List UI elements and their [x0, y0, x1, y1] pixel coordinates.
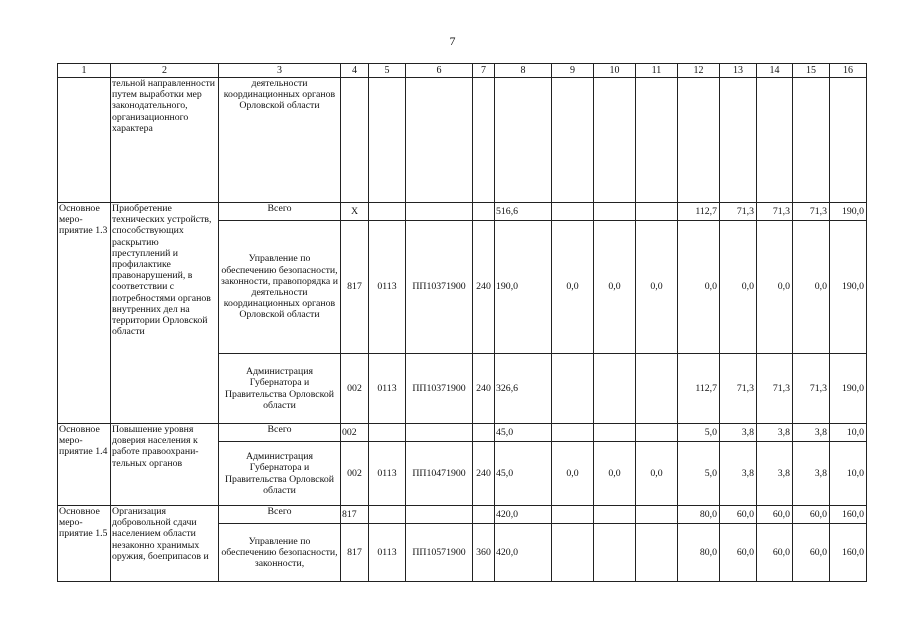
col-header: 9: [552, 64, 594, 78]
cell-value: 0,0: [757, 221, 793, 354]
col-header: 15: [793, 64, 830, 78]
cell-value: 817: [341, 506, 369, 524]
cell-value: [552, 506, 594, 524]
cell-value: 240: [473, 354, 495, 424]
cell: [757, 78, 793, 203]
cell-value: 360: [473, 524, 495, 582]
cell-executor: деятельности координационных органов Орловской области: [219, 78, 341, 203]
cell-executor: Управление по обеспечению безопасности, законности, правопорядка и деятельности координационных органов Орловской области: [219, 221, 341, 354]
cell-value: 0,0: [594, 442, 636, 506]
cell-value: 45,0: [495, 442, 552, 506]
cell-value: 0,0: [636, 221, 678, 354]
cell: [830, 78, 867, 203]
col-header: 6: [406, 64, 473, 78]
cell-value: 0113: [369, 524, 406, 582]
cell-value: [636, 506, 678, 524]
col-header: 8: [495, 64, 552, 78]
cell-activity: Основное меро-приятие 1.5: [58, 506, 111, 582]
cell-value: 0113: [369, 354, 406, 424]
cell-value: 71,3: [720, 203, 757, 221]
cell-value: 71,3: [720, 354, 757, 424]
cell-value: ПП10571900: [406, 524, 473, 582]
cell: [594, 78, 636, 203]
cell-value: 71,3: [757, 354, 793, 424]
col-header: 5: [369, 64, 406, 78]
cell-value: [636, 524, 678, 582]
cell-value: 60,0: [757, 506, 793, 524]
cell-value: 3,8: [757, 442, 793, 506]
cell-value: 0113: [369, 221, 406, 354]
cell-executor: Всего: [219, 424, 341, 442]
cell-value: [406, 203, 473, 221]
cell-value: 3,8: [793, 424, 830, 442]
cell-value: 3,8: [793, 442, 830, 506]
cell-value: 3,8: [720, 442, 757, 506]
page-number: 7: [449, 34, 456, 48]
cell-value: 0,0: [678, 221, 720, 354]
cell-value: [636, 354, 678, 424]
cell-value: [406, 506, 473, 524]
col-header: 7: [473, 64, 495, 78]
cell-value: 420,0: [495, 524, 552, 582]
col-header: 3: [219, 64, 341, 78]
cell-value: 112,7: [678, 354, 720, 424]
cell-value: 71,3: [793, 354, 830, 424]
cell-value: 0,0: [594, 221, 636, 354]
cell-value: [552, 424, 594, 442]
cell-value: 0,0: [720, 221, 757, 354]
cell: [552, 78, 594, 203]
cell-value: 817: [341, 524, 369, 582]
cell-value: 190,0: [830, 203, 867, 221]
cell-value: [552, 524, 594, 582]
table-row: [58, 424, 867, 442]
cell-value: [406, 424, 473, 442]
cell-value: 190,0: [495, 221, 552, 354]
cell-value: [552, 354, 594, 424]
table-row: [58, 203, 867, 221]
cell-value: 5,0: [678, 442, 720, 506]
cell-value: 60,0: [793, 506, 830, 524]
cell: [636, 78, 678, 203]
table-row: [58, 78, 867, 203]
cell-value: 0113: [369, 442, 406, 506]
cell-value: 80,0: [678, 506, 720, 524]
cell-value: [594, 506, 636, 524]
cell-value: 71,3: [793, 203, 830, 221]
cell-value: 3,8: [757, 424, 793, 442]
cell-value: 002: [341, 354, 369, 424]
cell-value: [594, 524, 636, 582]
cell-activity: Основное меро-приятие 1.4: [58, 424, 111, 506]
cell: [58, 78, 111, 203]
col-header: 2: [111, 64, 219, 78]
cell-value: 60,0: [757, 524, 793, 582]
cell: [793, 78, 830, 203]
cell-description: тельной направленности путем выработки мер законодательного, организационного характера: [111, 78, 219, 203]
cell-value: 80,0: [678, 524, 720, 582]
cell-value: 190,0: [830, 221, 867, 354]
cell: [720, 78, 757, 203]
cell-description: Повышение уровня доверия населения к работе правоохрани-тельных органов: [111, 424, 219, 506]
cell-value: 240: [473, 221, 495, 354]
cell-executor: Управление по обеспечению безопасности, законности,: [219, 524, 341, 582]
cell-value: 10,0: [830, 424, 867, 442]
cell-value: 0,0: [793, 221, 830, 354]
cell: [406, 78, 473, 203]
cell-value: 002: [341, 424, 369, 442]
cell-executor: Всего: [219, 506, 341, 524]
cell-value: 71,3: [757, 203, 793, 221]
cell-value: [473, 203, 495, 221]
cell-value: [369, 203, 406, 221]
cell-value: [594, 424, 636, 442]
cell-value: [473, 424, 495, 442]
cell-value: 45,0: [495, 424, 552, 442]
col-header: 16: [830, 64, 867, 78]
cell-value: 326,6: [495, 354, 552, 424]
cell-value: ПП10471900: [406, 442, 473, 506]
table-row: [58, 506, 867, 524]
cell-value: 002: [341, 442, 369, 506]
cell-value: [594, 203, 636, 221]
cell-value: 0,0: [552, 221, 594, 354]
budget-table: [57, 63, 867, 582]
cell-value: [369, 424, 406, 442]
cell-value: ПП10371900: [406, 221, 473, 354]
cell-value: 160,0: [830, 524, 867, 582]
cell: [495, 78, 552, 203]
cell-value: 516,6: [495, 203, 552, 221]
cell-activity: Основное меро-приятие 1.3: [58, 203, 111, 424]
cell-value: [552, 203, 594, 221]
cell-value: 0,0: [552, 442, 594, 506]
cell-value: Х: [341, 203, 369, 221]
col-header: 10: [594, 64, 636, 78]
col-header: 13: [720, 64, 757, 78]
cell-value: 60,0: [793, 524, 830, 582]
cell-value: [636, 424, 678, 442]
cell-description: Приобретение технических устройств, способствующих раскрытию преступлений и профилактике правонарушений, в соответствии с потребностями органов внутренних дел на территории Орловской области: [111, 203, 219, 424]
cell-value: 817: [341, 221, 369, 354]
cell-value: 10,0: [830, 442, 867, 506]
cell-value: 60,0: [720, 506, 757, 524]
cell-value: 5,0: [678, 424, 720, 442]
cell-value: 160,0: [830, 506, 867, 524]
cell-executor: Всего: [219, 203, 341, 221]
cell-executor: Администрация Губернатора и Правительства Орловской области: [219, 442, 341, 506]
cell-value: [636, 203, 678, 221]
col-header: 12: [678, 64, 720, 78]
header-row: [58, 64, 867, 78]
col-header: 11: [636, 64, 678, 78]
cell-value: [473, 506, 495, 524]
cell-value: 3,8: [720, 424, 757, 442]
cell: [678, 78, 720, 203]
cell-value: 190,0: [830, 354, 867, 424]
col-header: 4: [341, 64, 369, 78]
cell-value: [369, 506, 406, 524]
cell-value: 112,7: [678, 203, 720, 221]
cell-value: 420,0: [495, 506, 552, 524]
cell-value: ПП10371900: [406, 354, 473, 424]
col-header: 1: [58, 64, 111, 78]
cell-value: [594, 354, 636, 424]
cell-executor: Администрация Губернатора и Правительства Орловской области: [219, 354, 341, 424]
cell: [369, 78, 406, 203]
cell-value: 0,0: [636, 442, 678, 506]
cell: [473, 78, 495, 203]
col-header: 14: [757, 64, 793, 78]
cell-value: 60,0: [720, 524, 757, 582]
cell-value: 240: [473, 442, 495, 506]
cell-description: Организация добровольной сдачи населением области незаконно хранимых оружия, боеприпасов и: [111, 506, 219, 582]
cell: [341, 78, 369, 203]
